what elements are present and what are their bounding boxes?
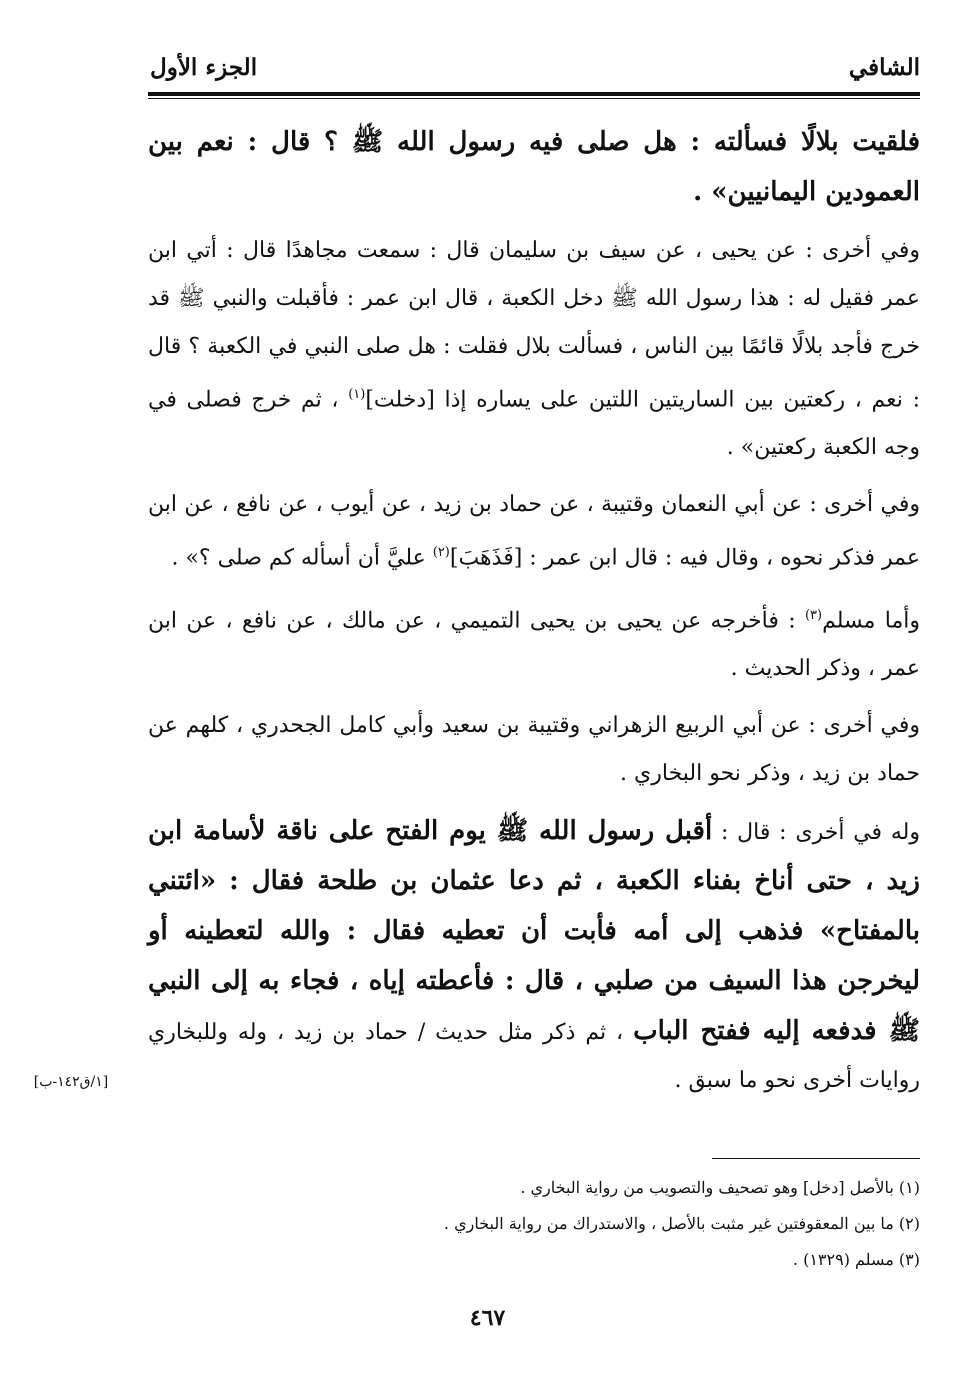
paragraph-text-after: ، ثم ذكر مثل حديث / حماد بن زيد ، وله وللبخاري روايات أخرى نحو ما سبق . (148, 1019, 920, 1093)
paragraph-text-after: : فأخرجه عن يحيى بن يحيى التميمي ، عن مالك ، عن نافع ، عن ابن عمر ، وذكر الحديث . (148, 607, 920, 681)
footnote-3: (٣) مسلم (١٣٢٩) . (792, 1250, 920, 1269)
paragraph-text: وفي أخرى : عن أبي الربيع الزهراني وقتيبة بن سعيد وأبي كامل الجحدري ، كلهم عن حماد بن زيد ، وذكر نحو البخاري . (148, 712, 920, 786)
paragraph-text: وفي أخرى : عن يحيى ، عن سيف بن سليمان قال : سمعت مجاهدًا قال : أتي ابن عمر فقيل له : هذا رسول الله ﷺ دخل الكعبة ، قال ابن عمر : فأقبلت والنبي ﷺ قد خرج فأجد بلالًا قائمًا بين الناس ، فسألت بلال فقلت : هل صلى النبي في الكعبة ؟ قال : نعم ، ركعتين بين الساريتين اللتين على يساره إذا [دخلت] (148, 238, 920, 413)
manuscript-folio-note: [١/ق١٤٢-ب] (33, 1074, 109, 1090)
header-rule (148, 92, 920, 96)
paragraph-text: وفي أخرى : عن أبي النعمان وقتيبة ، عن حماد بن زيد ، عن أيوب ، عن نافع ، عن ابن عمر فذكر نحوه ، وقال فيه : قال ابن عمر : [فَذَهَبَ] (148, 492, 920, 571)
footnote-1: (١) بالأصل [دخل] وهو تصحيف والتصويب من رواية البخاري . (520, 1178, 920, 1197)
running-header-volume: الجزء الأول (150, 54, 258, 81)
header-rule-thin (148, 98, 920, 99)
hadith-text: فلقيت بلالًا فسألته : هل صلى فيه رسول الله ﷺ ؟ قال : نعم بين العمودين اليمانيين» . (148, 127, 920, 207)
paragraph-2 (148, 227, 920, 472)
paragraph-3 (148, 481, 920, 582)
page-number: ٤٦٧ (469, 1305, 506, 1331)
footnotes (148, 1170, 920, 1278)
paragraph-text-after: ، ثم خرج فصلى في وجه الكعبة ركعتين» . (148, 387, 920, 461)
paragraph-1 (148, 118, 920, 218)
footnote-ref: (٢) (432, 545, 450, 561)
paragraph-text: وأما مسلم (822, 607, 920, 633)
footnote-ref: (٣) (804, 607, 823, 623)
footnote-rule (712, 1158, 920, 1159)
hadith-text: أقبل رسول الله ﷺ يوم الفتح على ناقة لأسامة ابن زيد ، حتى أناخ بفناء الكعبة ، ثم دعا عثمان بن طلحة فقال : «ائتني بالمفتاح» فذهب إلى أمه فأبت أن تعطيه فقال : والله لتعطينه أو ليخرجن هذا السيف من صلبي ، قال : فأعطته إياه ، فجاء به إلى النبي ﷺ فدفعه إليه ففتح الباب (148, 815, 920, 1046)
paragraph-text-after: عليَّ أن أسأله كم صلى ؟» . (171, 545, 433, 571)
footnote-2: (٢) ما بين المعقوفتين غير مثبت بالأصل ، والاستدراك من رواية البخاري . (443, 1214, 920, 1233)
running-header-title: الشافي (848, 54, 920, 81)
paragraph-intro: وله في أخرى : قال : (712, 819, 920, 845)
paragraph-5 (148, 702, 920, 798)
footnote-ref: (١) (348, 387, 366, 402)
paragraph-6 (148, 807, 920, 1105)
paragraph-4 (148, 592, 920, 693)
body-text (148, 118, 920, 1114)
